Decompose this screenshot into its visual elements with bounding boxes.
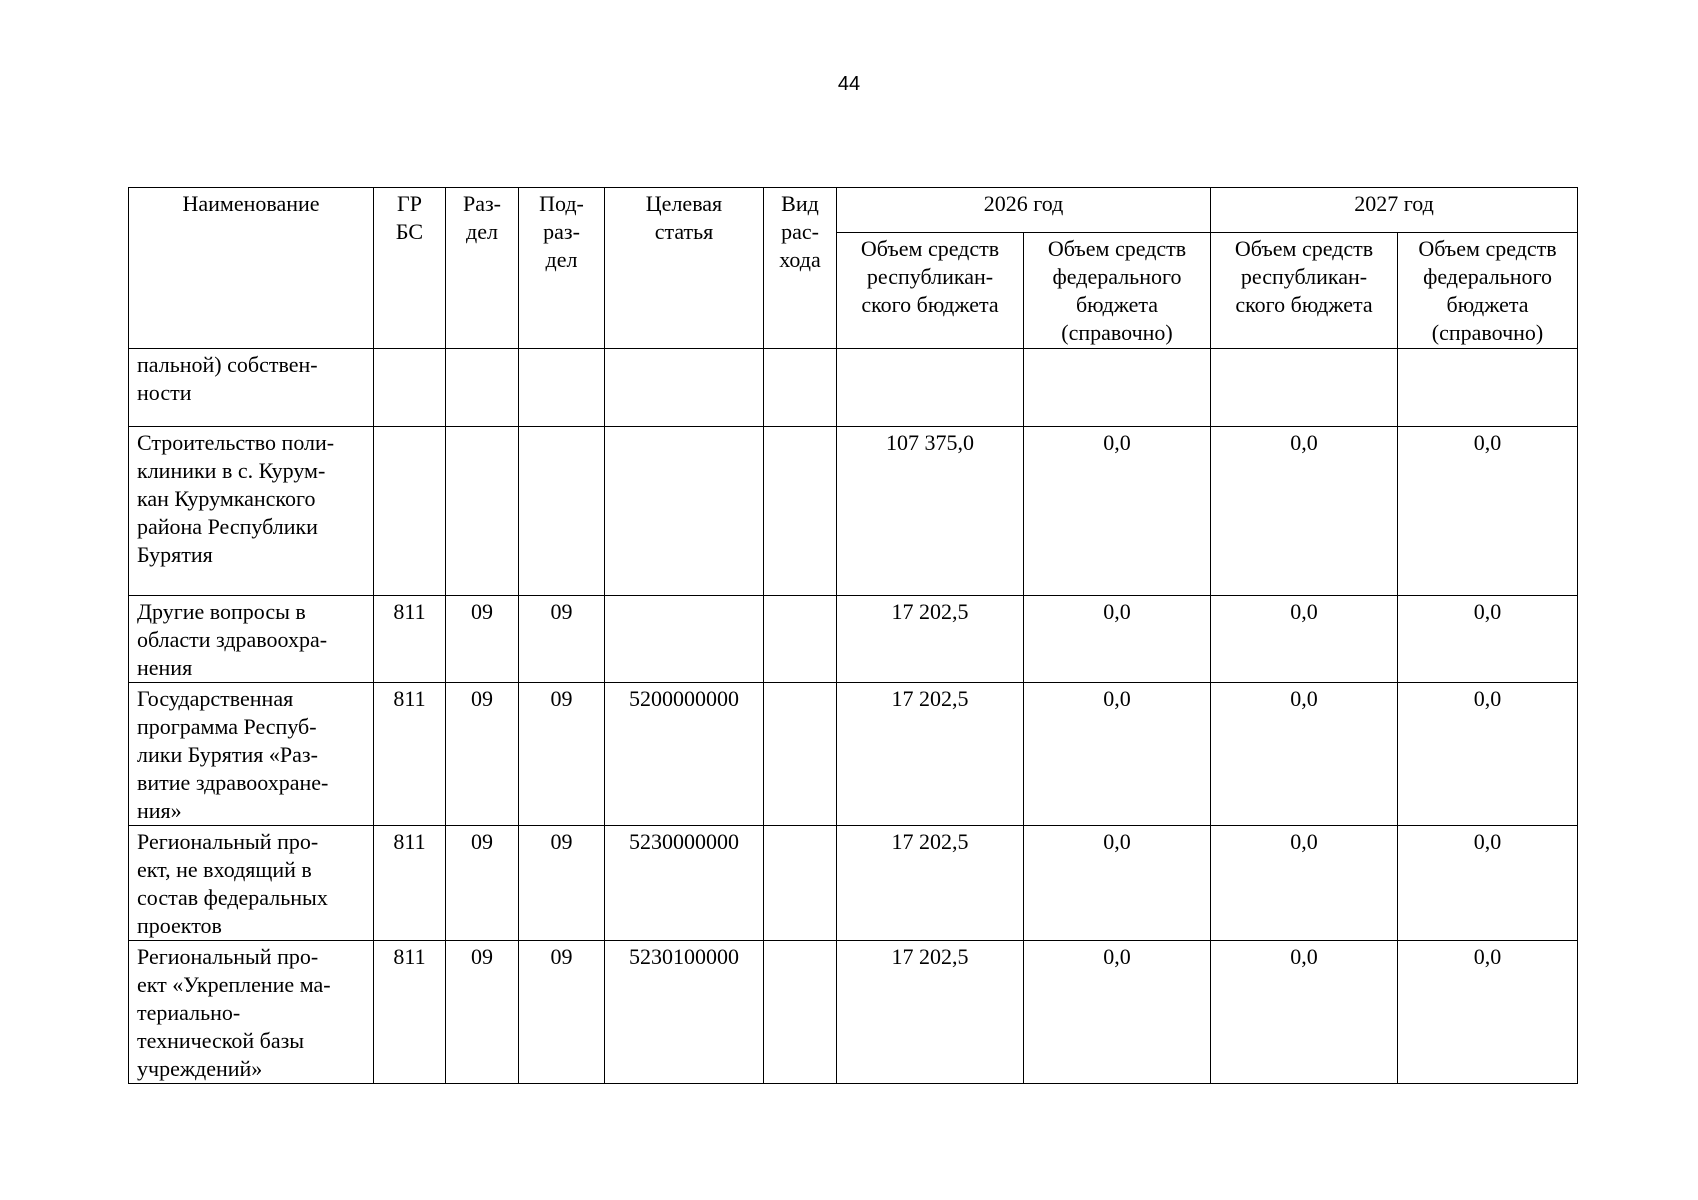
header-2026-federal: Объем средств федерального бюджета (справочно) [1024, 233, 1211, 349]
cell-name: Государственная программа Респуб- лики Бурятия «Раз- витие здравоохране- ния» [129, 683, 374, 826]
cell-fed-2027: 0,0 [1398, 941, 1578, 1084]
budget-table [128, 187, 1578, 1084]
cell-fed-2026: 0,0 [1024, 596, 1211, 683]
header-vid-raskhoda: Вид рас- хода [764, 188, 837, 349]
cell-razdel: 09 [446, 826, 519, 941]
cell-fed-2026 [1024, 349, 1211, 427]
cell-rep-2026: 17 202,5 [837, 683, 1024, 826]
cell-fed-2027: 0,0 [1398, 596, 1578, 683]
cell-rep-2026: 17 202,5 [837, 596, 1024, 683]
cell-fed-2026: 0,0 [1024, 941, 1211, 1084]
cell-rep-2027: 0,0 [1211, 826, 1398, 941]
cell-rep-2027: 0,0 [1211, 683, 1398, 826]
cell-rep-2027: 0,0 [1211, 427, 1398, 596]
cell-grbs [374, 427, 446, 596]
cell-fed-2026: 0,0 [1024, 683, 1211, 826]
cell-name: Строительство поли- клиники в с. Курум- кан Курумканского района Республики Бурятия [129, 427, 374, 596]
cell-fed-2026: 0,0 [1024, 826, 1211, 941]
cell-tselevaya: 5230000000 [605, 826, 764, 941]
table-row [129, 683, 1578, 826]
cell-razdel [446, 349, 519, 427]
cell-fed-2027: 0,0 [1398, 427, 1578, 596]
header-year-2027: 2027 год [1211, 188, 1578, 233]
cell-fed-2026: 0,0 [1024, 427, 1211, 596]
cell-fed-2027: 0,0 [1398, 683, 1578, 826]
header-2027-republican: Объем средств республикан- ского бюджета [1211, 233, 1398, 349]
table-row [129, 826, 1578, 941]
cell-tselevaya: 5200000000 [605, 683, 764, 826]
cell-vid [764, 427, 837, 596]
header-2026-republican: Объем средств республикан- ского бюджета [837, 233, 1024, 349]
cell-razdel: 09 [446, 941, 519, 1084]
table-row [129, 427, 1578, 596]
cell-fed-2027 [1398, 349, 1578, 427]
cell-name: Региональный про- ект, не входящий в состав федеральных проектов [129, 826, 374, 941]
cell-razdel [446, 427, 519, 596]
cell-podrazdel [519, 349, 605, 427]
header-podrazdel: Под- раз- дел [519, 188, 605, 349]
cell-vid [764, 683, 837, 826]
cell-rep-2027: 0,0 [1211, 941, 1398, 1084]
header-2027-federal: Объем средств федерального бюджета (справочно) [1398, 233, 1578, 349]
cell-grbs: 811 [374, 596, 446, 683]
header-grbs: ГР БС [374, 188, 446, 349]
header-razdel: Раз- дел [446, 188, 519, 349]
cell-razdel: 09 [446, 596, 519, 683]
cell-tselevaya [605, 349, 764, 427]
cell-rep-2027: 0,0 [1211, 596, 1398, 683]
table-row [129, 941, 1578, 1084]
cell-grbs [374, 349, 446, 427]
cell-vid [764, 349, 837, 427]
cell-tselevaya [605, 596, 764, 683]
cell-vid [764, 596, 837, 683]
header-tselevaya-statya: Целевая статья [605, 188, 764, 349]
cell-name: пальной) собствен- ности [129, 349, 374, 427]
cell-tselevaya [605, 427, 764, 596]
page-number: 44 [837, 73, 861, 95]
cell-name: Другие вопросы в области здравоохра- нения [129, 596, 374, 683]
cell-podrazdel: 09 [519, 683, 605, 826]
cell-fed-2027: 0,0 [1398, 826, 1578, 941]
cell-vid [764, 826, 837, 941]
cell-podrazdel: 09 [519, 596, 605, 683]
cell-rep-2026: 17 202,5 [837, 941, 1024, 1084]
cell-rep-2026: 17 202,5 [837, 826, 1024, 941]
cell-grbs: 811 [374, 941, 446, 1084]
table-row [129, 596, 1578, 683]
cell-grbs: 811 [374, 826, 446, 941]
cell-vid [764, 941, 837, 1084]
cell-rep-2027 [1211, 349, 1398, 427]
table-row [129, 349, 1578, 427]
cell-podrazdel: 09 [519, 826, 605, 941]
cell-rep-2026 [837, 349, 1024, 427]
cell-rep-2026: 107 375,0 [837, 427, 1024, 596]
header-name: Наименование [129, 188, 374, 349]
header-year-2026: 2026 год [837, 188, 1211, 233]
cell-podrazdel [519, 427, 605, 596]
cell-razdel: 09 [446, 683, 519, 826]
cell-tselevaya: 5230100000 [605, 941, 764, 1084]
cell-grbs: 811 [374, 683, 446, 826]
cell-name: Региональный про- ект «Укрепление ма- териально- технической базы учреждений» [129, 941, 374, 1084]
cell-podrazdel: 09 [519, 941, 605, 1084]
